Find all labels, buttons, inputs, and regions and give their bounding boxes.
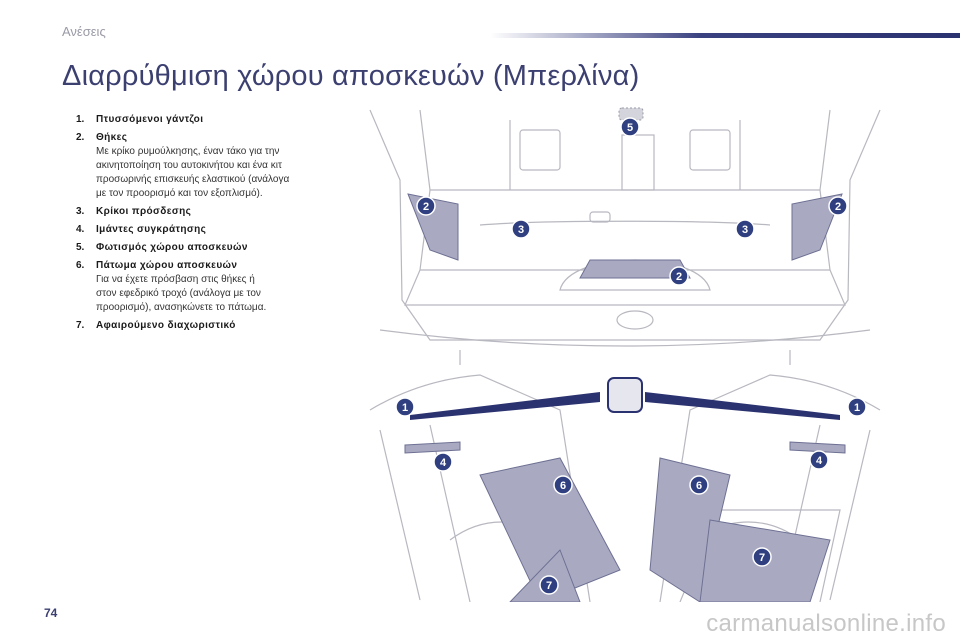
svg-text:1: 1 (401, 402, 409, 414)
legend-item (76, 319, 341, 333)
legend-description-line: ακινητοποίηση του αυτοκινήτου και ένα κιτ (96, 160, 282, 171)
legend-number: 2. (76, 132, 85, 143)
callout-1-icon (396, 398, 414, 416)
legend-label: Πτυσσόμενοι γάντζοι (96, 114, 204, 125)
svg-text:4: 4 (815, 455, 823, 467)
legend-item (76, 241, 341, 255)
svg-text:3: 3 (741, 224, 749, 236)
legend-label: Φωτισμός χώρου αποσκευών (96, 242, 248, 253)
trunk-rear-view-illustration (360, 100, 890, 370)
svg-text:6: 6 (695, 480, 703, 492)
callout-4-icon (810, 451, 828, 469)
callout-2-icon (417, 197, 435, 215)
legend-item (76, 223, 341, 237)
svg-text:1: 1 (853, 402, 861, 414)
watermark: carmanualsonline.info (706, 610, 946, 637)
callout-3-icon (736, 220, 754, 238)
legend-label: Αφαιρούμενο διαχωριστικό (96, 320, 236, 331)
svg-text:5: 5 (626, 122, 634, 134)
legend-item (76, 113, 341, 127)
svg-text:2: 2 (834, 201, 842, 213)
legend-list (76, 113, 341, 337)
legend-number: 6. (76, 260, 85, 271)
svg-text:7: 7 (545, 580, 553, 592)
svg-text:2: 2 (675, 271, 683, 283)
callout-7-icon (753, 548, 771, 566)
callout-6-icon (554, 476, 572, 494)
callout-5-icon (621, 118, 639, 136)
callout-6-icon (690, 476, 708, 494)
trunk-interior-views-illustration (360, 370, 890, 602)
svg-text:7: 7 (758, 552, 766, 564)
callout-7-icon (540, 576, 558, 594)
legend-number: 7. (76, 320, 85, 331)
legend-label: Θήκες (96, 132, 128, 143)
page-number: 74 (44, 606, 58, 620)
legend-label: Ιμάντες συγκράτησης (96, 224, 207, 235)
legend-number: 1. (76, 114, 85, 125)
legend-description-line: προσωρινής επισκευής ελαστικού (ανάλογα (96, 174, 290, 185)
legend-label: Κρίκοι πρόσδεσης (96, 206, 192, 217)
callout-2-icon (670, 267, 688, 285)
callout-4-icon (434, 453, 452, 471)
legend-description-line: Για να έχετε πρόσβαση στις θήκες ή (96, 274, 255, 285)
legend-label: Πάτωμα χώρου αποσκευών (96, 260, 238, 271)
page-title: Διαρρύθμιση χώρου αποσκευών (Μπερλίνα) (62, 60, 640, 92)
legend-description-line: στον εφεδρικό τροχό (ανάλογα με τον (96, 288, 261, 299)
callout-1-icon (848, 398, 866, 416)
legend-item (76, 131, 341, 201)
svg-text:3: 3 (517, 224, 525, 236)
legend-number: 3. (76, 206, 85, 217)
legend-number: 5. (76, 242, 85, 253)
section-label: Ανέσεις (62, 24, 106, 39)
svg-text:4: 4 (439, 457, 447, 469)
callout-3-icon (512, 220, 530, 238)
header-rule (490, 33, 960, 38)
svg-text:2: 2 (422, 201, 430, 213)
svg-text:6: 6 (559, 480, 567, 492)
legend-item (76, 259, 341, 315)
legend-description-line: με τον προορισμό και τον εξοπλισμό). (96, 188, 263, 199)
legend-number: 4. (76, 224, 85, 235)
callout-2-icon (829, 197, 847, 215)
legend-description-line: Με κρίκο ρυμούλκησης, έναν τάκο για την (96, 146, 280, 157)
legend-description-line: προορισμό), ανασηκώνετε το πάτωμα. (96, 302, 267, 313)
legend-item (76, 205, 341, 219)
